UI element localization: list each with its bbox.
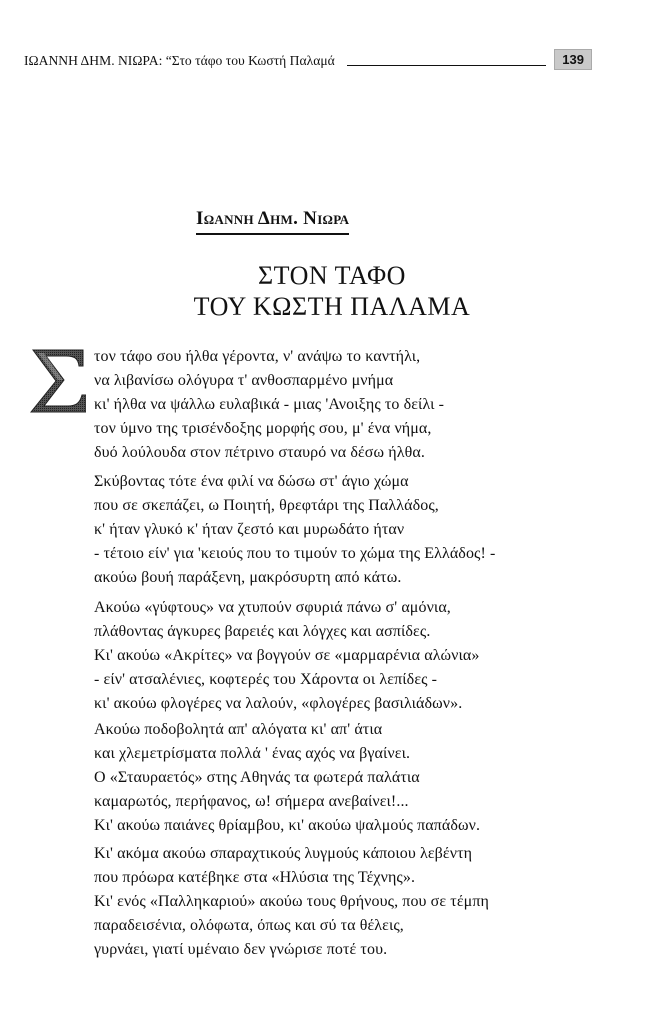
- poem-line: Κι' ενός «Παλληκαριού» ακούω τους θρήνους, που σε τέμπη: [94, 893, 489, 910]
- poem-line: - τέτοιο είν' για 'κειούς που το τιμούν το χώμα της Ελλάδος! -: [94, 545, 496, 562]
- poem-line: να λιβανίσω ολόγυρα τ' ανθοσπαρμένο μνήμα: [94, 372, 394, 389]
- poem-line: Κι' ακούω παιάνες θρίαμβου, κι' ακούω ψαλμούς παπάδων.: [94, 817, 481, 834]
- running-title: ΙΩΑΝΝΗ ΔΗΜ. ΝΙΩΡΑ: “Στο τάφο του Κωστή Παλαμά: [24, 53, 335, 69]
- poem-line: που σε σκεπάζει, ω Ποιητή, θρεφτάρι της Παλλάδος,: [94, 497, 439, 514]
- poem-line: κι' ήλθα να ψάλλω ευλαβικά - μιας 'Ανοιξης το δείλι -: [94, 396, 445, 413]
- poem-line: Ακούω ποδοβολητά απ' αλόγατα κι' απ' άτια: [94, 721, 383, 738]
- poem-line: πλάθοντας άγκυρες βαρειές και λόγχες και ασπίδες.: [94, 623, 431, 640]
- poem-line: κι' ακούω φλογέρες να λαλούν, «φλογέρες βασιλιάδων».: [94, 695, 463, 712]
- page-number: 139: [554, 49, 592, 70]
- poem-line: Ο «Σταυραετός» στης Αθηνάς τα φωτερά παλάτια: [94, 769, 420, 786]
- stanza-4: [94, 718, 634, 838]
- stanza-5: [94, 842, 634, 962]
- poem-line: και χλεμετρίσματα πολλά ' ένας αχός να βγαίνει.: [94, 745, 411, 762]
- header-rule: [347, 65, 547, 66]
- poem-line: τον ύμνο της τρισένδοξης μορφής σου, μ' ένα νήμα,: [94, 420, 432, 437]
- poem-line: Κι' ακόμα ακούω σπαραχτικούς λυγμούς κάποιου λεβέντη: [94, 845, 473, 862]
- poem-line: ακούω βουή παράξενη, μακρόσυρτη από κάτω.: [94, 569, 402, 586]
- running-header: [24, 46, 592, 70]
- poem-line: δυό λούλουδα στον πέτρινο σταυρό να δέσω ήλθα.: [94, 444, 425, 461]
- poem-line: γυρνάει, γιατί υμέναιο δεν γνώρισε ποτέ του.: [94, 941, 388, 958]
- poem-line: τον τάφο σου ήλθα γέροντα, ν' ανάψω το καντήλι,: [94, 348, 421, 365]
- poem-title-line-1: ΣΤΟΝ ΤΑΦΟ: [258, 261, 406, 290]
- drop-cap-sigma: [30, 348, 86, 414]
- poem-line: καμαρωτός, περήφανος, ω! σήμερα ανεβαίνει!...: [94, 793, 409, 810]
- stanza-3: [94, 596, 634, 716]
- stanza-2: [94, 470, 634, 590]
- poem-line: Κι' ακούω «Ακρίτες» να βογγούν σε «μαρμαρένια αλώνια»: [94, 647, 480, 664]
- poem-line: κ' ήταν γλυκό κ' ήταν ζεστό και μυρωδάτο ήταν: [94, 521, 405, 538]
- poem-line: Σκύβοντας τότε ένα φιλί να δώσω στ' άγιο χώμα: [94, 473, 409, 490]
- poem-line: που πρόωρα κατέβηκε στα «Ηλύσια της Τέχνης».: [94, 869, 416, 886]
- stanza-1: [94, 345, 634, 465]
- poem-line: παραδεισένια, ολόφωτα, όπως και σύ τα θέλεις,: [94, 917, 404, 934]
- poem-line: Ακούω «γύφτους» να χτυπούν σφυριά πάνω σ' αμόνια,: [94, 599, 451, 616]
- poem-title-line-2: ΤΟΥ ΚΩΣΤΗ ΠΑΛΑΜΑ: [193, 292, 471, 321]
- author-name: Ιωαννη Δημ. Νιωρα: [196, 208, 349, 235]
- poem-line: - είν' ατσαλένιες, κοφτερές του Χάροντα οι λεπίδες -: [94, 671, 438, 688]
